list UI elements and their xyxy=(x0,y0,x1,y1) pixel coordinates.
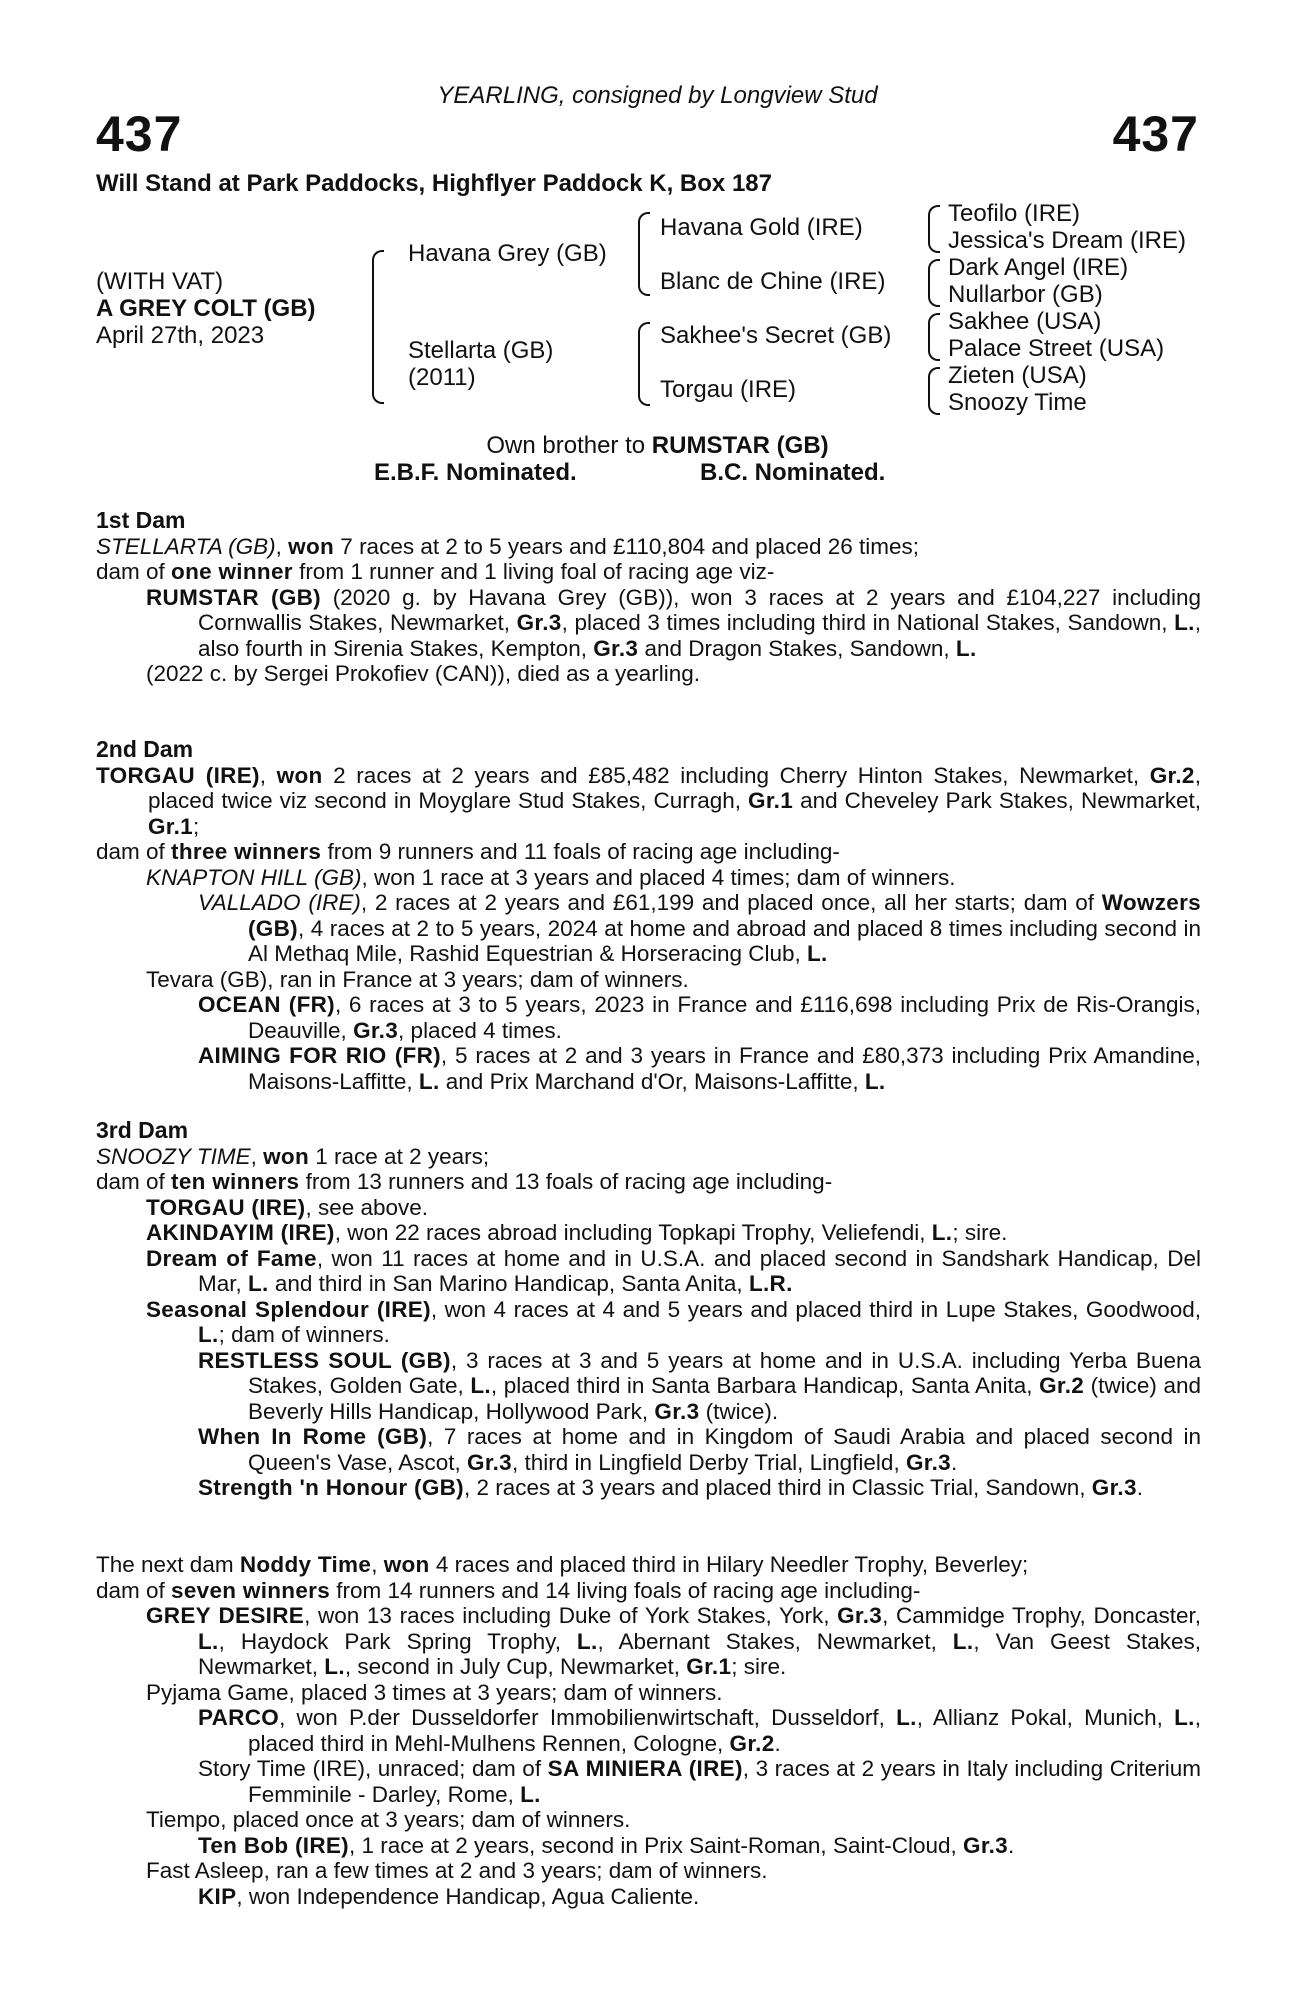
stand-location: Will Stand at Park Paddocks, Highflyer Paddock K, Box 187 xyxy=(96,170,772,197)
dam-dam: Torgau (IRE) xyxy=(660,376,797,403)
pedigree-brace-main xyxy=(372,250,384,404)
kip: KIP, won Independence Handicap, Agua Caliente. xyxy=(198,1883,700,1909)
second-dam-produce-line: dam of three winners from 9 runners and 11 foals of racing age including- xyxy=(96,839,840,864)
dam-sire: Sakhee's Secret (GB) xyxy=(660,322,892,349)
dam: Stellarta (GB) xyxy=(408,337,554,364)
ten-bob: Ten Bob (IRE), 1 race at 2 years, second in Prix Saint-Roman, Saint-Cloud, Gr.3. xyxy=(198,1832,1015,1858)
pedigree-brace-ss xyxy=(928,205,940,253)
third-dam-section xyxy=(96,1118,1201,1501)
third-dam-title: 3rd Dam xyxy=(96,1117,189,1143)
tevara: Tevara (GB), ran in France at 3 years; dam of winners. xyxy=(146,966,689,992)
next-dam-summary: The next dam Noddy Time, won 4 races and placed third in Hilary Needler Trophy, Beverley; xyxy=(96,1552,1029,1577)
parco: PARCO, won P.der Dusseldorfer Immobilienwirtschaft, Dusseldorf, L., Allianz Pokal, Munich, L., placed third in Mehl-Mulhens Rennen, Cologne, Gr.2. xyxy=(198,1705,1201,1756)
sd-dam: Nullarbor (GB) xyxy=(948,281,1103,308)
own-brother-name: RUMSTAR (GB) xyxy=(651,432,829,459)
when-in-rome: When In Rome (GB), 7 races at home and in Kingdom of Saudi Arabia and placed second in Queen's Vase, Ascot, Gr.3, third in Lingfield Derby Trial, Lingfield, Gr.3. xyxy=(198,1424,1201,1475)
pedigree-brace-sd xyxy=(928,259,940,307)
strength-n-honour: Strength 'n Honour (GB), 2 races at 3 years and placed third in Classic Trial, Sandown, Gr.3. xyxy=(198,1475,1144,1500)
foaling-date: April 27th, 2023 xyxy=(96,322,265,349)
lot-number-left: 437 xyxy=(96,106,183,162)
ds-dam: Palace Street (USA) xyxy=(948,335,1165,362)
sd-sire: Dark Angel (IRE) xyxy=(948,254,1129,281)
third-dam-produce-line: dam of ten winners from 13 runners and 13 foals of racing age including- xyxy=(96,1169,833,1194)
ss-dam: Jessica's Dream (IRE) xyxy=(948,227,1186,254)
lot-number-right: 437 xyxy=(1112,106,1199,162)
dam-year: (2011) xyxy=(408,364,476,391)
bc-nomination: B.C. Nominated. xyxy=(700,459,886,486)
ss-sire: Teofilo (IRE) xyxy=(948,200,1081,227)
dd-sire: Zieten (USA) xyxy=(948,362,1087,389)
sire-dam: Blanc de Chine (IRE) xyxy=(660,268,886,295)
pyjama-game: Pyjama Game, placed 3 times at 3 years; dam of winners. xyxy=(146,1679,723,1705)
pedigree-brace-ds xyxy=(928,313,940,361)
pedigree-brace-sire xyxy=(638,212,650,296)
sire: Havana Grey (GB) xyxy=(408,240,607,267)
consignment-line: YEARLING, consigned by Longview Stud xyxy=(437,82,878,109)
dream-of-fame: Dream of Fame, won 11 races at home and in U.S.A. and placed second in Sandshark Handicap, Del Mar, L. and third in San Marino Handicap, Santa Anita, L.R. xyxy=(146,1245,1201,1296)
restless-soul: RESTLESS SOUL (GB), 3 races at 3 and 5 years at home and in U.S.A. including Yerba Buena Stakes, Golden Gate, L., placed third in Santa Barbara Handicap, Santa Anita, Gr.2 (twice) and Beverly Hills Handicap, Hollywood Park, Gr.3 (twice). xyxy=(198,1347,1201,1424)
story-time: Story Time (IRE), unraced; dam of SA MINIERA (IRE), 3 races at 2 years in Italy including Criterium Femminile - Darley, Rome, L. xyxy=(198,1756,1201,1807)
seasonal-splendour: Seasonal Splendour (IRE), won 4 races at 4 and 5 years and placed third in Lupe Stakes, Goodwood, L.; dam of winners. xyxy=(146,1296,1201,1347)
first-dam-title: 1st Dam xyxy=(96,507,186,533)
second-dam-section xyxy=(96,737,1201,1094)
knapton-hill: KNAPTON HILL (GB), won 1 race at 3 years and placed 4 times; dam of winners. xyxy=(146,864,956,890)
fast-asleep: Fast Asleep, ran a few times at 2 and 3 years; dam of winners. xyxy=(146,1858,768,1883)
first-dam-produce-line: dam of one winner from 1 runner and 1 living foal of racing age viz- xyxy=(96,559,775,584)
horse-name: A GREY COLT (GB) xyxy=(96,295,316,322)
tiempo: Tiempo, placed once at 3 years; dam of winners. xyxy=(146,1807,631,1832)
aiming-for-rio: AIMING FOR RIO (FR), 5 races at 2 and 3 years in France and £80,373 including Prix Amandine, Maisons-Laffitte, L. and Prix Marchand d'Or, Maisons-Laffitte, L. xyxy=(198,1043,1202,1094)
own-brother-prefix: Own brother to xyxy=(486,432,652,459)
second-dam-summary: TORGAU (IRE), won 2 races at 2 years and £85,482 including Cherry Hinton Stakes, Newmarket, Gr.2, placed twice viz second in Moyglare Stud Stakes, Curragh, Gr.1 and Cheveley Park Stakes, Newmarket, Gr.1; xyxy=(96,762,1201,839)
dd-dam: Snoozy Time xyxy=(948,389,1087,416)
vallado: VALLADO (IRE), 2 races at 2 years and £61,199 and placed once, all her starts; dam of Wowzers (GB), 4 races at 2 to 5 years, 2024 at home and abroad and placed 8 times including second in Al Methaq Mile, Rashid Equestrian & Horseracing Club, L. xyxy=(198,890,1201,966)
next-dam-produce-line: dam of seven winners from 14 runners and 14 living foals of racing age including- xyxy=(96,1577,921,1603)
own-brother-line xyxy=(0,432,1315,460)
next-dam-section xyxy=(96,1552,1201,1909)
ds-sire: Sakhee (USA) xyxy=(948,308,1102,335)
first-dam-foal-2022: (2022 c. by Sergei Prokofiev (CAN)), died as a yearling. xyxy=(146,661,700,686)
grey-desire: GREY DESIRE, won 13 races including Duke of York Stakes, York, Gr.3, Cammidge Trophy, Doncaster, L., Haydock Park Spring Trophy, L., Abernant Stakes, Newmarket, L., Van Geest Stakes, Newmarket, L., second in July Cup, Newmarket, Gr.1; sire. xyxy=(146,1603,1201,1679)
third-dam-summary: SNOOZY TIME, won 1 race at 2 years; xyxy=(96,1143,490,1169)
ebf-nomination: E.B.F. Nominated. xyxy=(374,459,577,486)
ocean: OCEAN (FR), 6 races at 3 to 5 years, 2023 in France and £116,698 including Prix de Ris-Orangis, Deauville, Gr.3, placed 4 times. xyxy=(198,992,1201,1043)
first-dam-foal-rumstar: RUMSTAR (GB) (2020 g. by Havana Grey (GB)), won 3 races at 2 years and £104,227 including Cornwallis Stakes, Newmarket, Gr.3, placed 3 times including third in National Stakes, Sandown, L., also fourth in Sirenia Stakes, Kempton, Gr.3 and Dragon Stakes, Sandown, L. xyxy=(146,584,1202,661)
pedigree-brace-dd xyxy=(928,367,940,415)
pedigree-brace-dam xyxy=(638,322,650,406)
akindayim: AKINDAYIM (IRE), won 22 races abroad including Topkapi Trophy, Veliefendi, L.; sire. xyxy=(146,1220,1008,1245)
second-dam-title: 2nd Dam xyxy=(96,736,194,762)
vat-label: (WITH VAT) xyxy=(96,268,224,295)
sire-sire: Havana Gold (IRE) xyxy=(660,214,863,241)
first-dam-summary: STELLARTA (GB), won 7 races at 2 to 5 years and £110,804 and placed 26 times; xyxy=(96,533,920,559)
first-dam-section xyxy=(96,508,1201,687)
torgau-ref: TORGAU (IRE), see above. xyxy=(146,1194,429,1220)
